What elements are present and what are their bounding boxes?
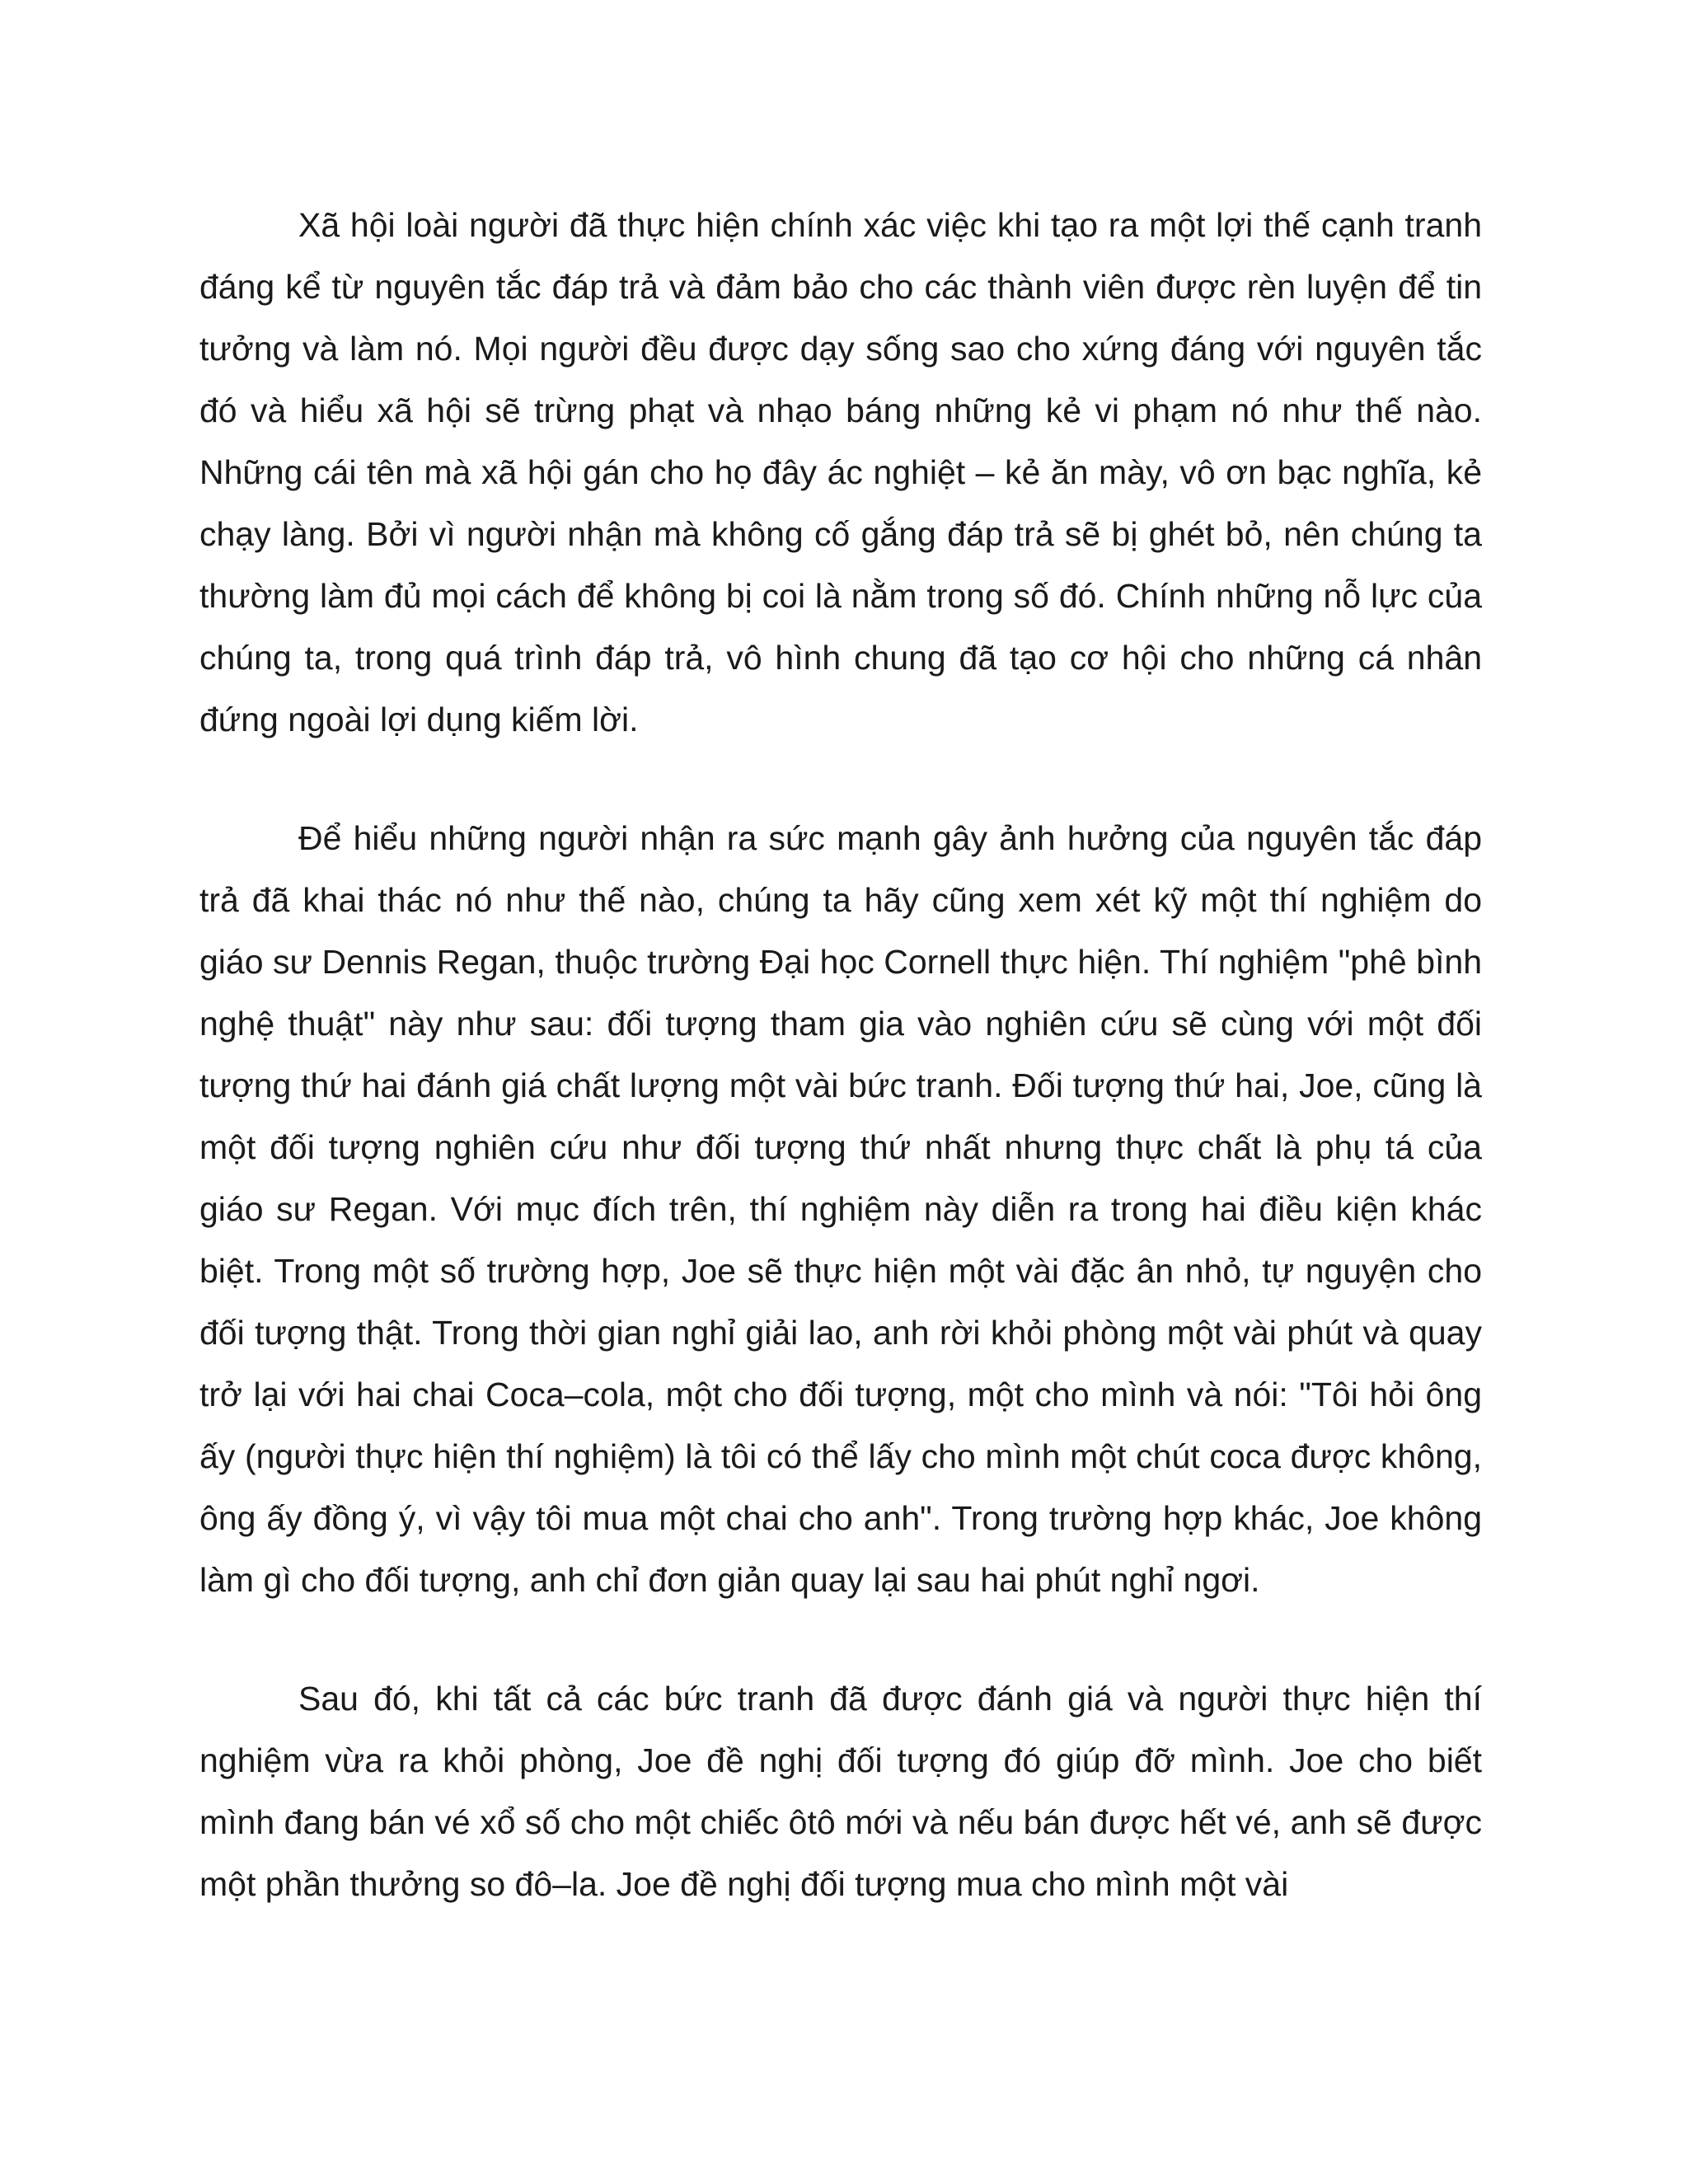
- paragraph-reciprocity-society: Xã hội loài người đã thực hiện chính xác việc khi tạo ra một lợi thế cạnh tranh đáng kể từ nguyên tắc đáp trả và đảm bảo cho các thành viên được rèn luyện để tin tưởng và làm nó. Mọi người đều được dạy sống sao cho xứng đáng với nguyên tắc đó và hiểu xã hội sẽ trừng phạt và nhạo báng những kẻ vi phạm nó như thế nào. Những cái tên mà xã hội gán cho họ đây ác nghiệt – kẻ ăn mày, vô ơn bạc nghĩa, kẻ chạy làng. Bởi vì người nhận mà không cố gắng đáp trả sẽ bị ghét bỏ, nên chúng ta thường làm đủ mọi cách để không bị coi là nằm trong số đó. Chính những nỗ lực của chúng ta, trong quá trình đáp trả, vô hình chung đã tạo cơ hội cho những cá nhân đứng ngoài lợi dụng kiếm lời.: [199, 206, 1482, 738]
- paragraph-raffle-tickets: Sau đó, khi tất cả các bức tranh đã được đánh giá và người thực hiện thí nghiệm vừa ra khỏi phòng, Joe đề nghị đối tượng đó giúp đỡ mình. Joe cho biết mình đang bán vé xổ số cho một chiếc ôtô mới và nếu bán được hết vé, anh sẽ được một phần thưởng so đô–la. Joe đề nghị đối tượng mua cho mình một vài: [199, 1680, 1482, 1903]
- document-body: [199, 194, 1482, 1915]
- paragraph-regan-experiment: Để hiểu những người nhận ra sức mạnh gây ảnh hưởng của nguyên tắc đáp trả đã khai thác nó như thế nào, chúng ta hãy cũng xem xét kỹ một thí nghiệm do giáo sư Dennis Regan, thuộc trường Đại học Cornell thực hiện. Thí nghiệm "phê bình nghệ thuật" này như sau: đối tượng tham gia vào nghiên cứu sẽ cùng với một đối tượng thứ hai đánh giá chất lượng một vài bức tranh. Đối tượng thứ hai, Joe, cũng là một đối tượng nghiên cứu như đối tượng thứ nhất nhưng thực chất là phụ tá của giáo sư Regan. Với mục đích trên, thí nghiệm này diễn ra trong hai điều kiện khác biệt. Trong một số trường hợp, Joe sẽ thực hiện một vài đặc ân nhỏ, tự nguyện cho đối tượng thật. Trong thời gian nghỉ giải lao, anh rời khỏi phòng một vài phút và quay trở lại với hai chai Coca–cola, một cho đối tượng, một cho mình và nói: "Tôi hỏi ông ấy (người thực hiện thí nghiệm) là tôi có thể lấy cho mình một chút coca được không, ông ấy đồng ý, vì vậy tôi mua một chai cho anh". Trong trường hợp khác, Joe không làm gì cho đối tượng, anh chỉ đơn giản quay lại sau hai phút nghỉ ngơi.: [199, 819, 1482, 1599]
